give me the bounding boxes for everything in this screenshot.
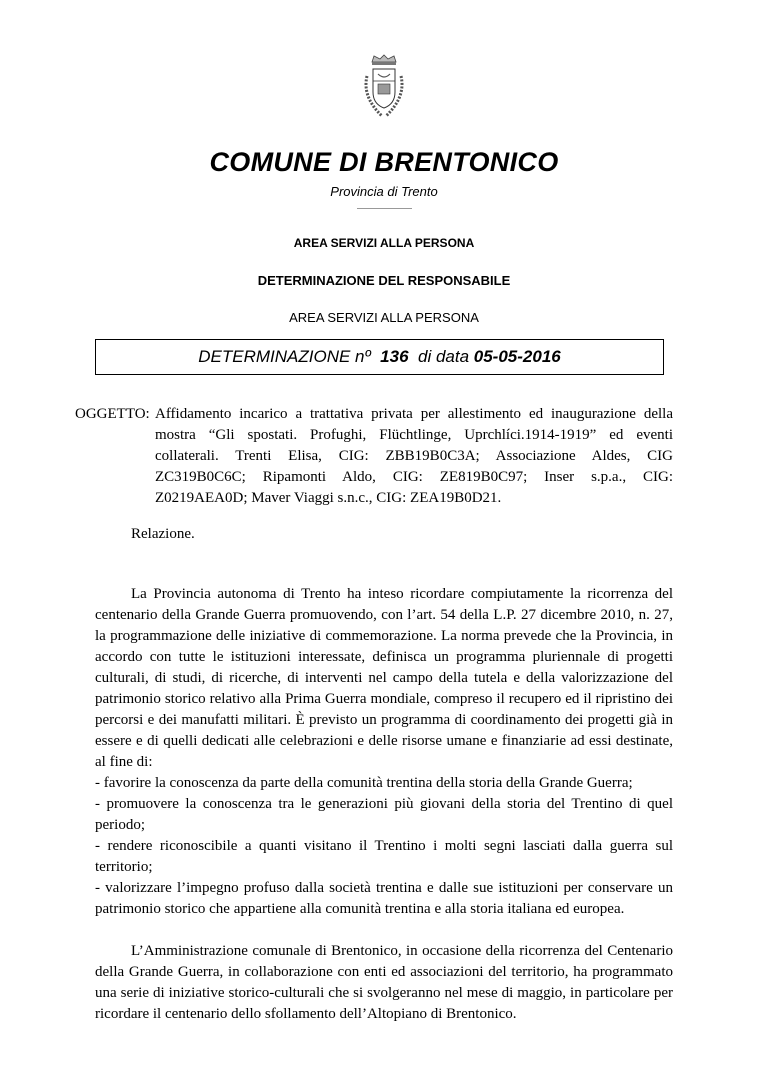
list-item: - promuovere la conoscenza tra le generazioni più giovani della storia del Trentino di quel periodo; bbox=[95, 796, 673, 833]
list-item: - favorire la conoscenza da parte della comunità trentina della storia della Grande Guerra; bbox=[95, 775, 633, 791]
list-item: - valorizzare l’impegno profuso dalla società trentina e dalle sue istituzioni per conservare un patrimonio storico che appartiene alla comunità trentina e alla storia italiana ed europea. bbox=[95, 880, 673, 917]
paragraph-1 bbox=[95, 584, 673, 920]
subject-text: Affidamento incarico a trattativa privata per allestimento ed inaugurazione della mostra “Gli spostati. Profughi, Flüchtlinge, Uprchlíci.1914-1919” ed eventi collaterali. Trenti Elisa, CIG: ZBB19B0C3A; Associazione Aldes, CIG ZC319B0C6C; Ripamonti Aldo, CIG: ZE819B0C97; Inser s.p.a., CIG: Z0219AEA0D; Maver Viaggi s.n.c., CIG: ZEA19B0D21. bbox=[155, 406, 673, 506]
subject-row bbox=[75, 404, 673, 509]
paragraph-1-intro: La Provincia autonoma di Trento ha inteso ricordare compiutamente la ricorrenza del centenario della Grande Guerra promuovendo, con l’art. 54 della L.P. 27 dicembre 2010, n. 27, la programmazione delle iniziative di commemorazione. La norma prevede che la Provincia, in accordo con tutte le istituzioni interessate, definisca un programma pluriennale di progetti culturali, di studi, di ricerche, di interventi nel campo della tutela e della valorizzazione del patrimonio storico relativo alla Prima Guerra mondiale, compreso il recupero ed il ripristino dei percorsi e dei manufatti militari. È previsto un programma di coordinamento dei progetti già in essere e di quelli dedicati alle celebrazioni e delle risorse umane e finanziarie ad essi destinate, al fine di: bbox=[95, 586, 673, 770]
area-subheading: AREA SERVIZI ALLA PERSONA bbox=[289, 310, 479, 325]
subject-label: OGGETTO: bbox=[75, 406, 150, 422]
date-label: di data bbox=[417, 347, 470, 366]
determination-label: DETERMINAZIONE nº bbox=[198, 347, 371, 366]
province-subtitle: Provincia di Trento bbox=[330, 184, 438, 199]
document-type-heading: DETERMINAZIONE DEL RESPONSABILE bbox=[257, 273, 511, 288]
list-item: - rendere riconoscibile a quanti visitano il Trentino i molti segni lasciati dalla guerra sul territorio; bbox=[95, 838, 673, 875]
municipality-title: COMUNE DI BRENTONICO bbox=[209, 147, 559, 177]
determination-number: 136 bbox=[380, 347, 409, 366]
determination-date: 05-05-2016 bbox=[473, 347, 561, 366]
area-heading: AREA SERVIZI ALLA PERSONA bbox=[293, 236, 475, 250]
paragraph-2: L’Amministrazione comunale di Brentonico, in occasione della ricorrenza del Centenario della Grande Guerra, in collaborazione con enti ed associazioni del territorio, ha programmato una serie di iniziative storico-culturali che si svolgeranno nel mese di maggio, in particolare per ricordare il centenario dello sfollamento dell’Altopiano di Brentonico. bbox=[95, 943, 673, 1022]
relazione-heading: Relazione. bbox=[131, 526, 195, 542]
